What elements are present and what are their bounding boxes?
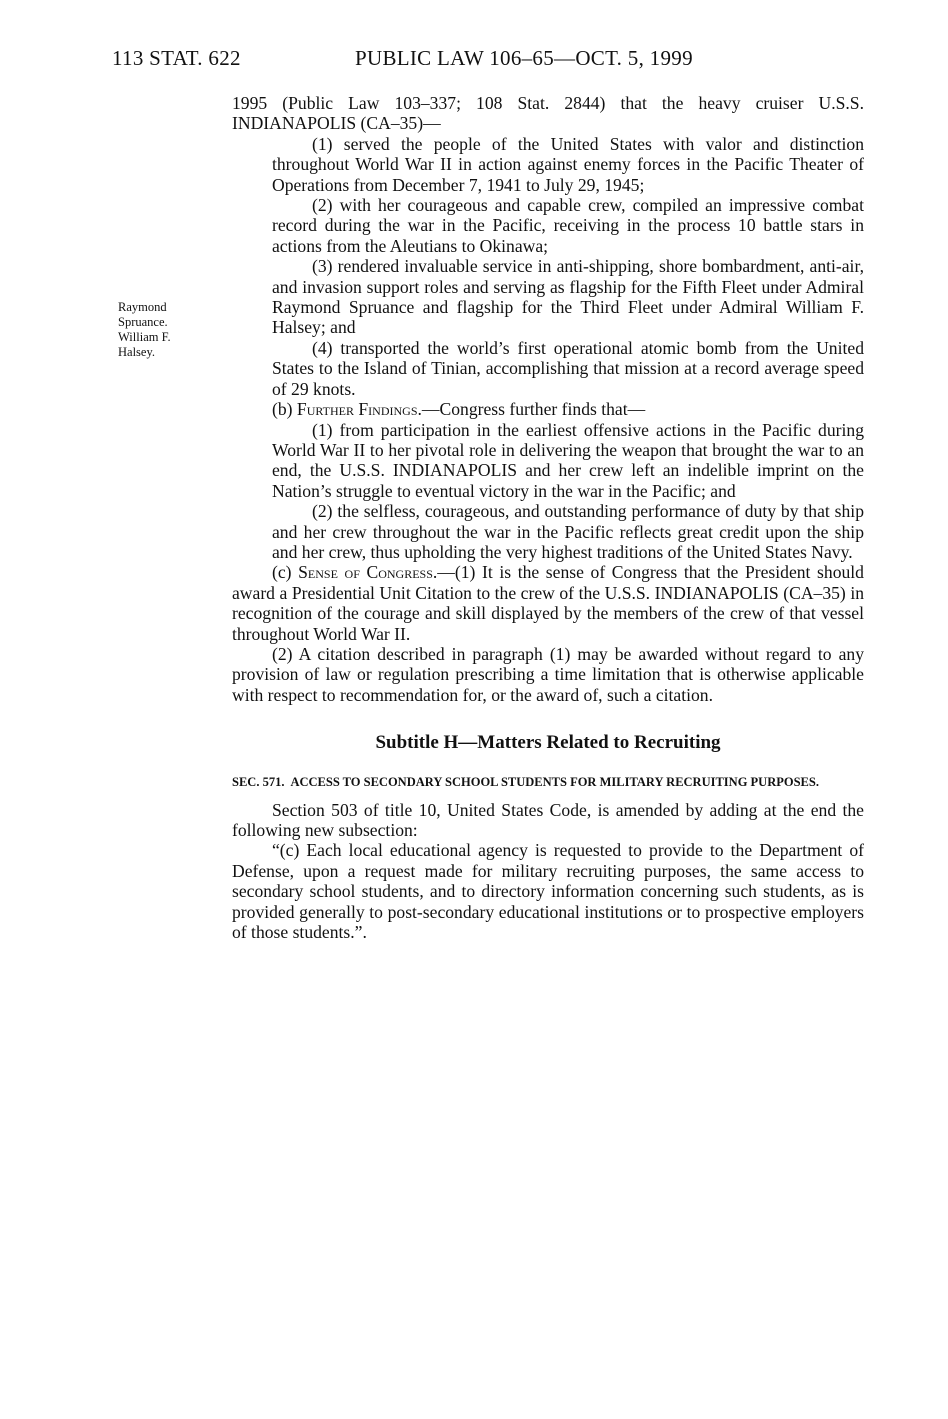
- page-header-law: PUBLIC LAW 106–65—OCT. 5, 1999: [355, 46, 693, 70]
- margin-note-line: Halsey.: [118, 345, 156, 359]
- finding-b-2: (2) the selfless, courageous, and outstanding performance of duty by that ship and her crew throughout the war in the Pacific reflects great credit upon the ship and her crew, thus upholding the very highest traditions of the United States Navy.: [272, 501, 864, 562]
- further-findings-heading: Further Findings.: [296, 399, 422, 420]
- further-findings-prefix: (b): [272, 399, 297, 420]
- section-intro-paragraph: Section 503 of title 10, United States Code, is amended by adding at the end the following new subsection:: [232, 799, 864, 840]
- citation-paragraph: (2) A citation described in paragraph (1) may be awarded without regard to any provision of law or regulation prescribing a time limitation that is otherwise applicable with respect to recommendation for, or the award of, such a citation.: [232, 643, 864, 705]
- margin-note-line: Spruance.: [118, 315, 168, 329]
- margin-note-line: William F.: [118, 330, 171, 344]
- finding-a-3: (3) rendered invaluable service in anti-shipping, shore bombardment, anti-air, and invasion support roles and serving as flagship for the Fifth Fleet under Admiral Raymond Spruance and flagship for the Third Fleet under Admiral William F. Halsey; and: [272, 256, 864, 338]
- body-text: [232, 93, 864, 942]
- intro-paragraph: 1995 (Public Law 103–337; 108 Stat. 2844) that the heavy cruiser U.S.S. INDIANAPOLIS (CA–35)—: [232, 93, 864, 134]
- finding-a-4: (4) transported the world’s first operational atomic bomb from the United States to the Island of Tinian, accomplishing that mission at a record average speed of 29 knots.: [272, 337, 864, 399]
- further-findings-text: —Congress further finds that—: [421, 399, 646, 420]
- section-heading: [232, 774, 864, 790]
- section-quote-paragraph: “(c) Each local educational agency is requested to provide to the Department of Defense, upon a request made for military recruiting purposes, the same access to secondary school students, and to directory information concerning such students, as is provided generally to post-secondary educational institutions or to prospective employers of those students.”.: [232, 840, 864, 943]
- sense-of-congress-text: —(1) It is the sense of Congress that the President should award a Presidential Unit Citation to the crew of the U.S.S. INDIANAPOLIS (CA–35) in recognition of the courage and skill displayed by the members of the crew of that vessel throughout World War II.: [232, 562, 864, 644]
- finding-a-2: (2) with her courageous and capable crew, compiled an impressive combat record during the war in the Pacific, receiving in the process 10 battle stars in actions from the Aleutians to Okinawa;: [272, 195, 864, 256]
- section-number: SEC. 571.: [232, 774, 285, 789]
- finding-b-1: (1) from participation in the earliest offensive actions in the Pacific during World War II to her pivotal role in delivering the weapon that brought the war to an end, the U.S.S. INDIANAPOLIS and her crew left an indelible imprint on the Nation’s struggle to eventual victory in the war in the Pacific; and: [272, 419, 864, 501]
- subtitle-heading: Subtitle H—Matters Related to Recruiting: [375, 732, 721, 754]
- further-findings-paragraph: [232, 399, 864, 419]
- page-header-stat: 113 STAT. 622: [112, 46, 241, 70]
- finding-a-1: (1) served the people of the United States with valor and distinction throughout World War II in action against enemy forces in the Pacific Theater of Operations from December 7, 1941 to July 29, 1945;: [272, 133, 864, 195]
- margin-note: [118, 300, 238, 360]
- sense-of-congress-heading: Sense of Congress.: [298, 562, 438, 583]
- section-title: ACCESS TO SECONDARY SCHOOL STUDENTS FOR MILITARY RECRUITING PURPOSES.: [290, 774, 819, 789]
- sense-of-congress-paragraph: [232, 562, 864, 644]
- sense-of-congress-prefix: (c): [272, 562, 299, 583]
- margin-note-line: Raymond: [118, 300, 167, 314]
